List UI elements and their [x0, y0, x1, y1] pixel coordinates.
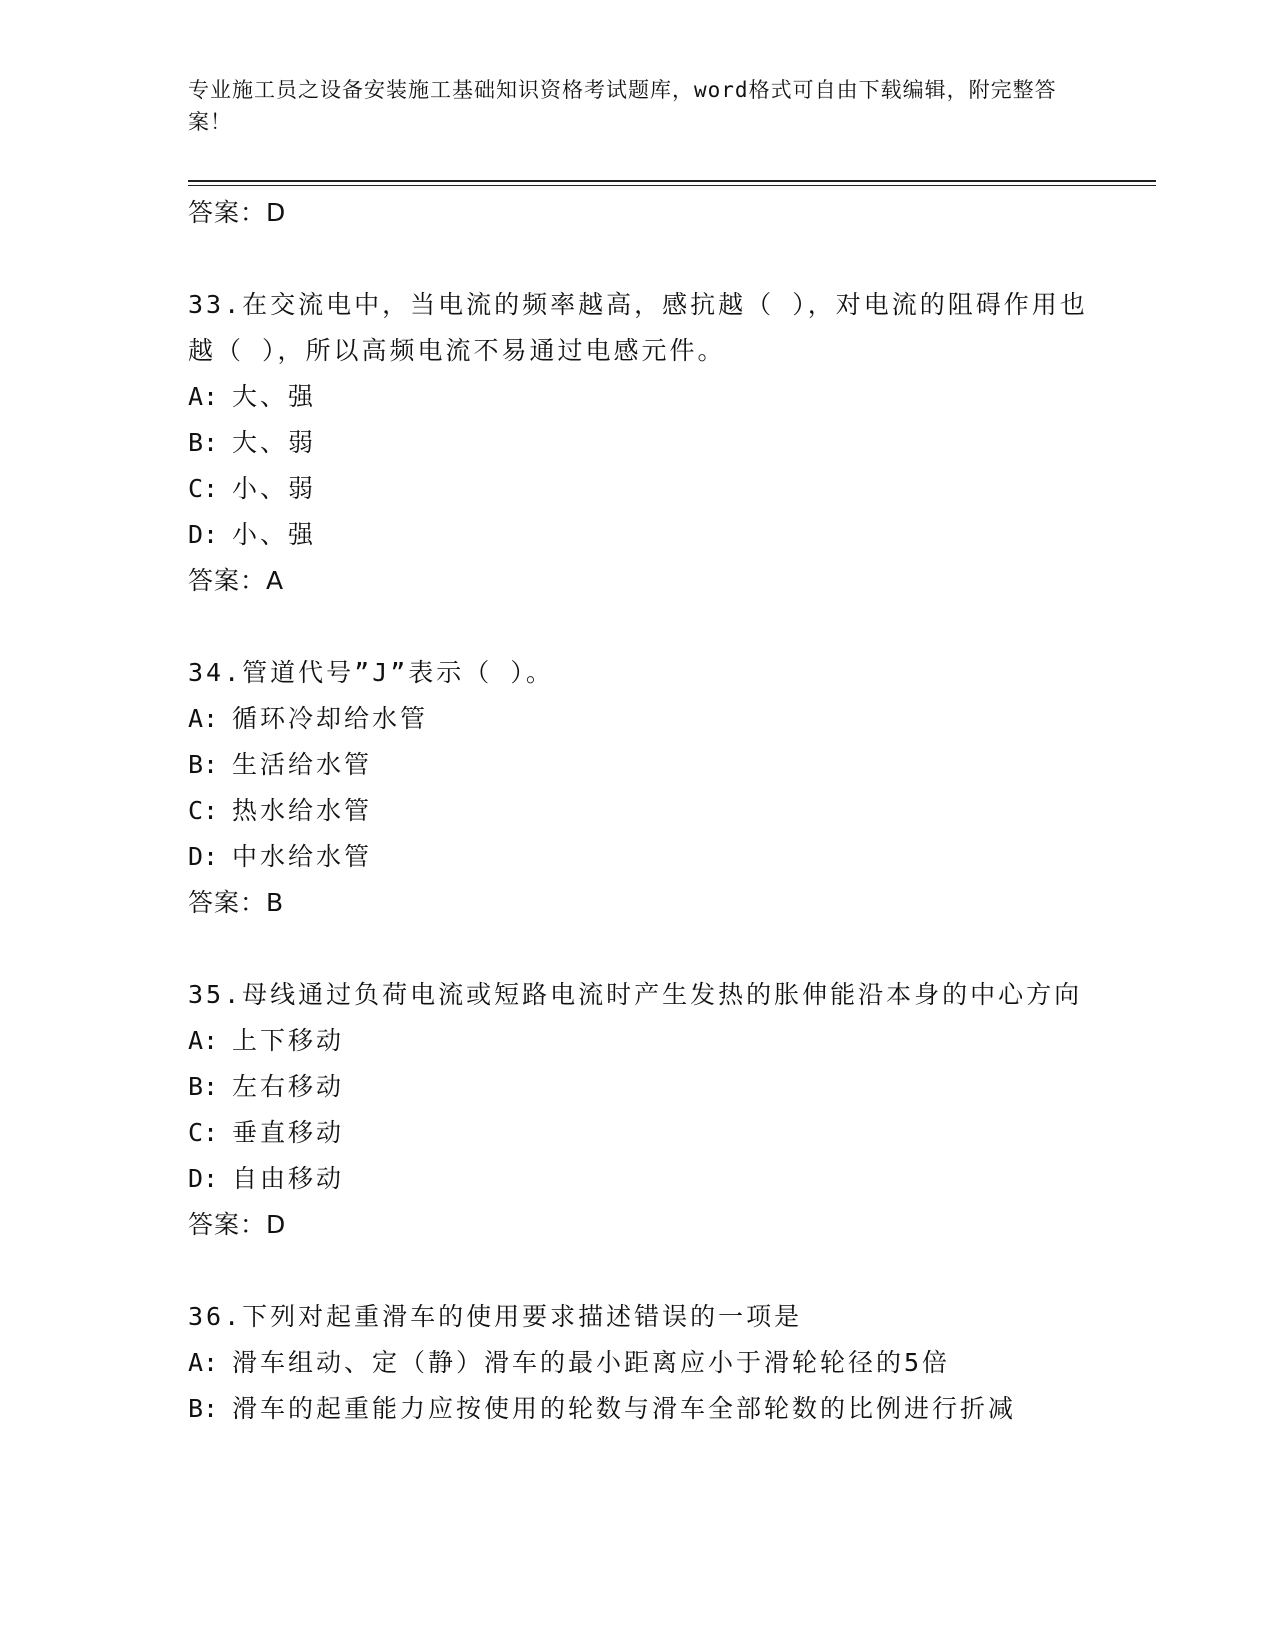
header-rule-thin	[188, 185, 1156, 186]
option-text: 热水给水管	[232, 796, 373, 825]
option-text: 小、强	[232, 520, 317, 549]
option-text: 小、弱	[232, 474, 317, 503]
option-letter: C:	[188, 474, 219, 503]
option-letter: A:	[188, 704, 219, 733]
option-letter: A:	[188, 382, 219, 411]
question-block	[188, 1294, 1088, 1432]
spacer	[188, 604, 1088, 650]
option-text: 生活给水管	[232, 750, 373, 779]
option-b	[188, 420, 1088, 466]
option-letter: B:	[188, 750, 219, 779]
spacer	[188, 1248, 1088, 1294]
question-block	[188, 282, 1088, 604]
option-b	[188, 1386, 1088, 1432]
question-block	[188, 650, 1088, 926]
option-c	[188, 788, 1088, 834]
option-letter: B:	[188, 1072, 219, 1101]
question-block	[188, 972, 1088, 1248]
option-text: 循环冷却给水管	[232, 704, 429, 733]
option-letter: B:	[188, 1394, 219, 1423]
option-d	[188, 512, 1088, 558]
option-text: 自由移动	[232, 1164, 345, 1193]
option-a	[188, 374, 1088, 420]
option-a	[188, 1340, 1088, 1386]
option-c	[188, 466, 1088, 512]
option-text: 中水给水管	[232, 842, 373, 871]
header-rule-thick	[188, 180, 1156, 182]
option-a	[188, 1018, 1088, 1064]
option-c	[188, 1110, 1088, 1156]
option-text: 垂直移动	[232, 1118, 345, 1147]
option-letter: C:	[188, 796, 219, 825]
option-b	[188, 742, 1088, 788]
option-letter: A:	[188, 1026, 219, 1055]
option-text: 左右移动	[232, 1072, 345, 1101]
option-text: 滑车的起重能力应按使用的轮数与滑车全部轮数的比例进行折减	[232, 1394, 1017, 1423]
question-list	[188, 190, 1088, 1432]
answer-line: 答案：B	[188, 888, 285, 917]
spacer	[188, 236, 1088, 282]
option-d	[188, 834, 1088, 880]
option-b	[188, 1064, 1088, 1110]
question-stem: 34.管道代号”J”表示（ ）。	[188, 658, 554, 687]
option-text: 大、弱	[232, 428, 317, 457]
option-text: 上下移动	[232, 1026, 345, 1055]
question-stem: 35.母线通过负荷电流或短路电流时产生发热的胀伸能沿本身的中心方向	[188, 980, 1083, 1009]
option-letter: D:	[188, 520, 219, 549]
option-letter: D:	[188, 842, 219, 871]
option-letter: A:	[188, 1348, 219, 1377]
answer-line: 答案：D	[188, 1210, 287, 1239]
question-stem: 33.在交流电中，当电流的频率越高，感抗越（ ），对电流的阻碍作用也越（ ），所以高频电流不易通过电感元件。	[188, 290, 1088, 365]
option-letter: D:	[188, 1164, 219, 1193]
option-letter: B:	[188, 428, 219, 457]
document-header: 专业施工员之设备安装施工基础知识资格考试题库，word格式可自由下载编辑，附完整答案！	[188, 78, 1057, 134]
answer-line: 答案：D	[188, 198, 287, 227]
answer-line: 答案：A	[188, 566, 285, 595]
question-stem: 36.下列对起重滑车的使用要求描述错误的一项是	[188, 1302, 803, 1331]
option-letter: C:	[188, 1118, 219, 1147]
option-a	[188, 696, 1088, 742]
option-d	[188, 1156, 1088, 1202]
option-text: 大、强	[232, 382, 317, 411]
option-text: 滑车组动、定（静）滑车的最小距离应小于滑轮轮径的5倍	[232, 1348, 951, 1377]
spacer	[188, 926, 1088, 972]
